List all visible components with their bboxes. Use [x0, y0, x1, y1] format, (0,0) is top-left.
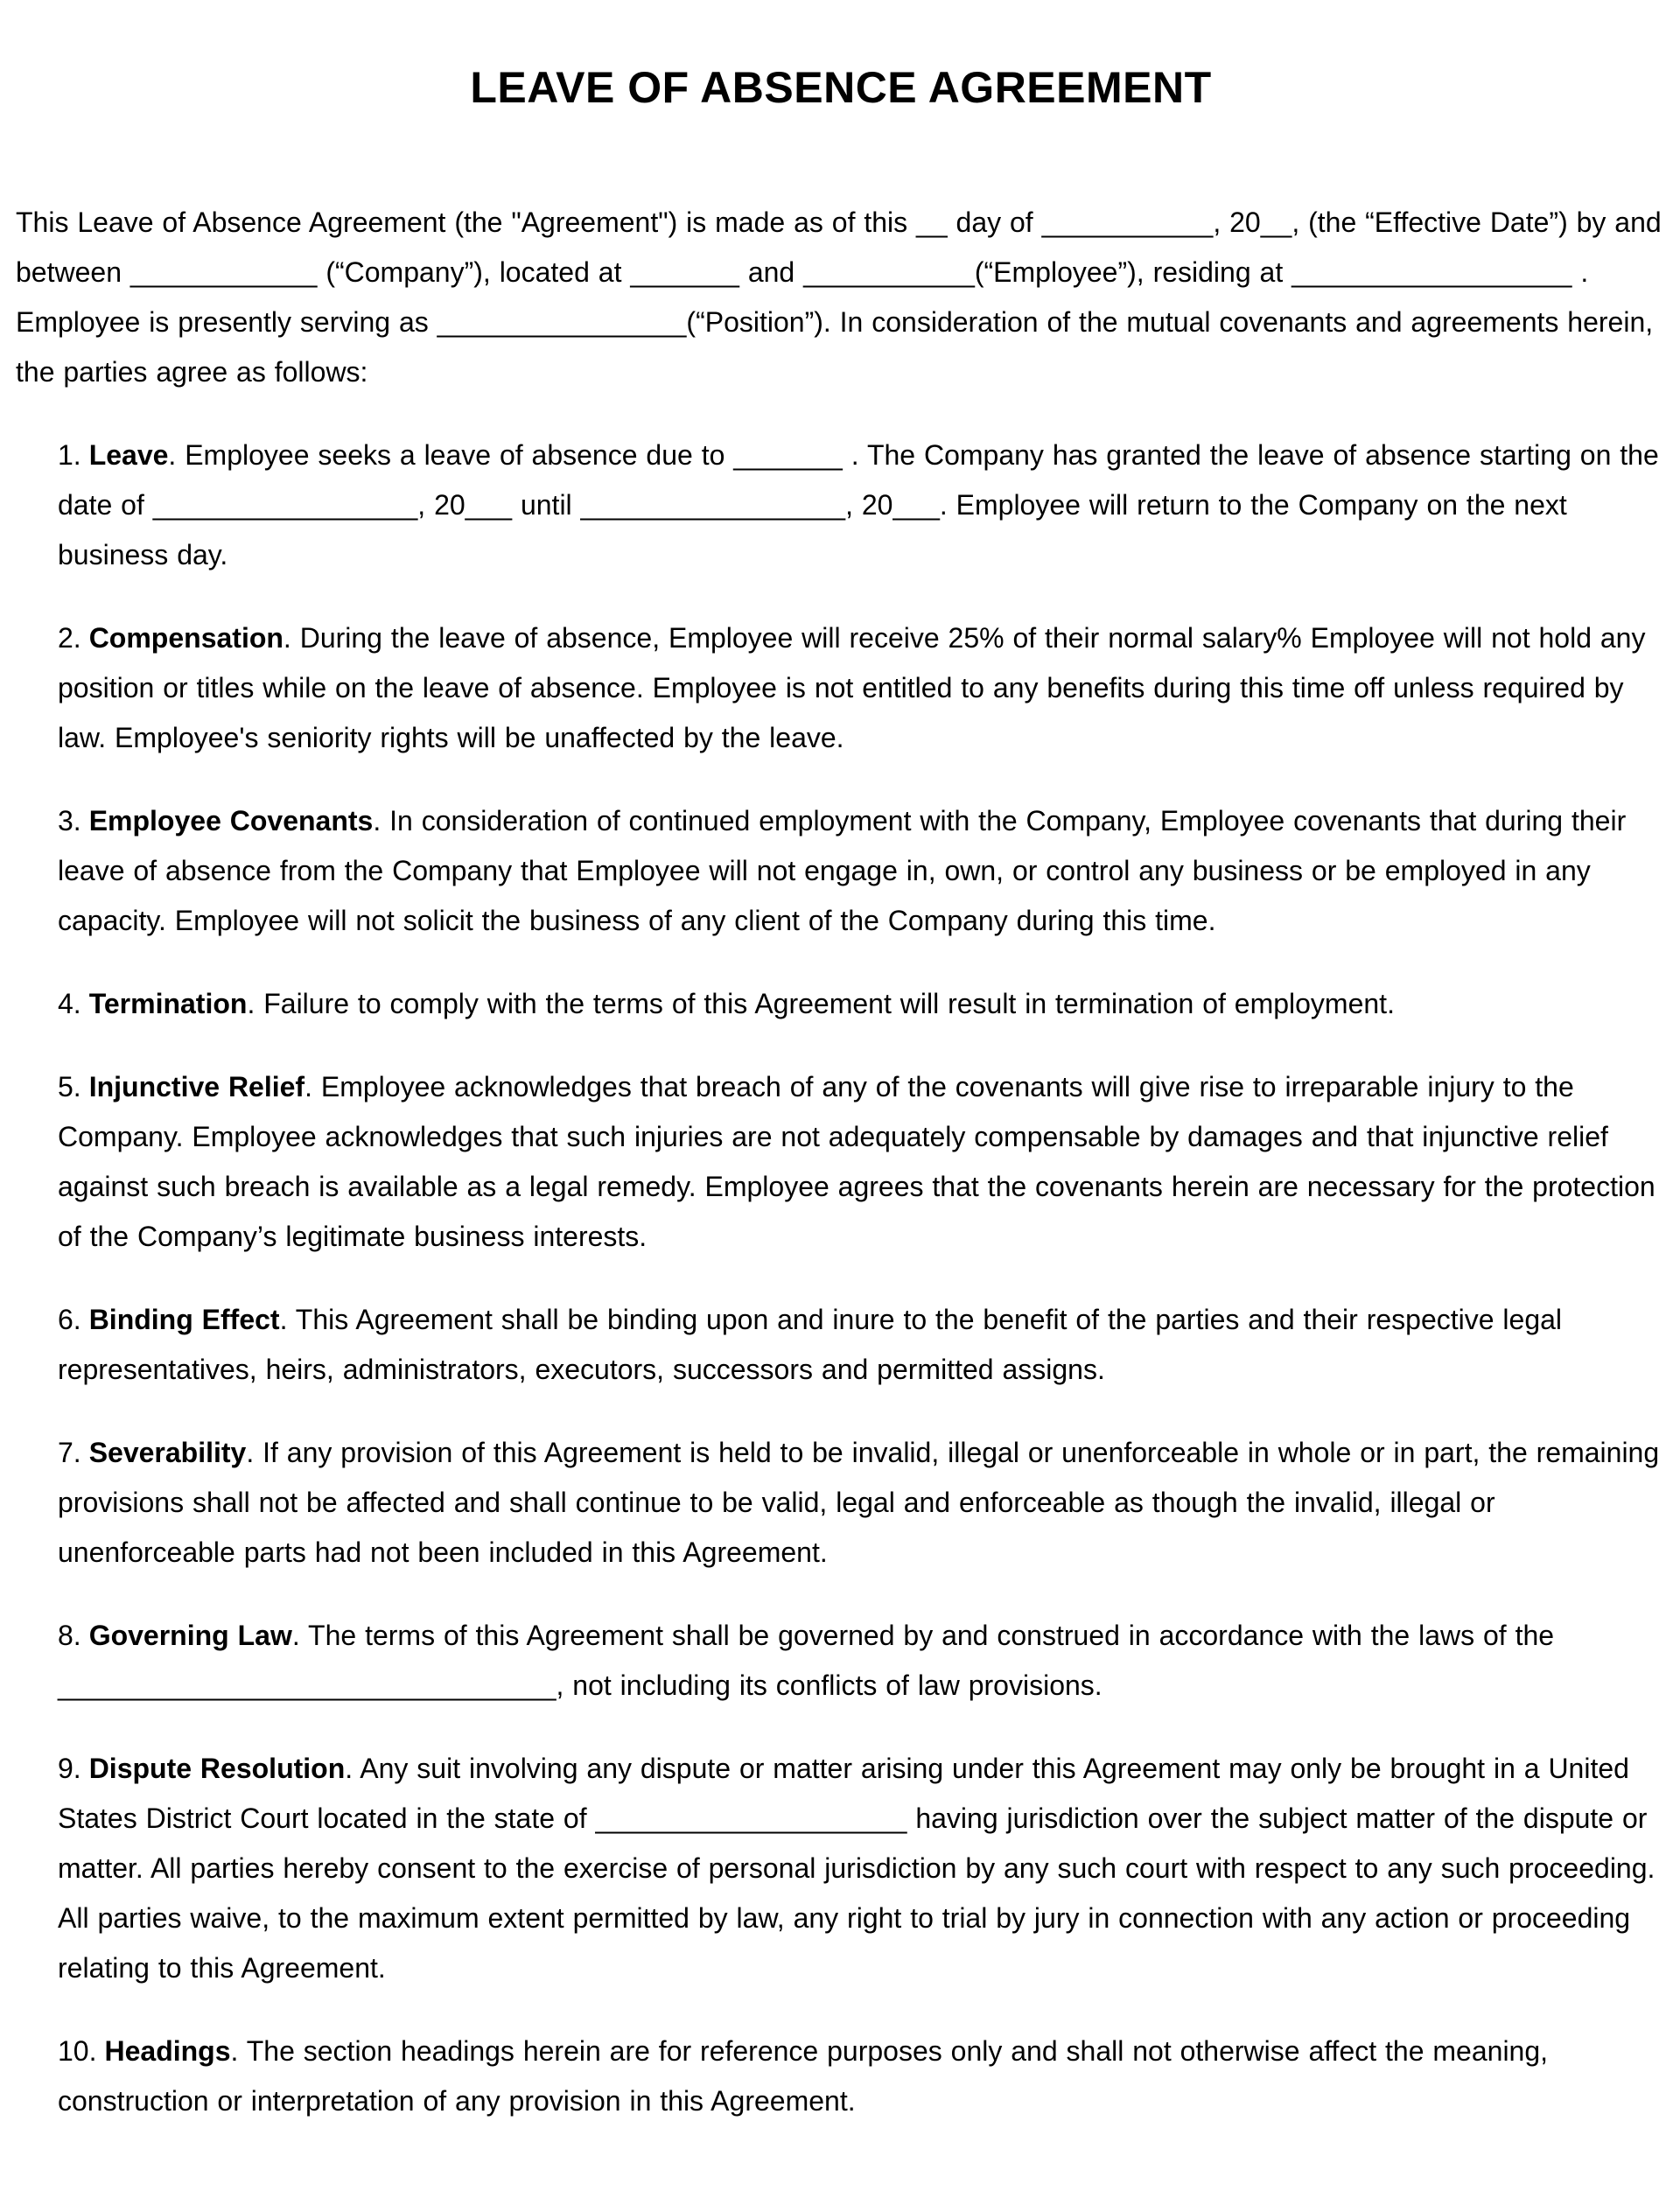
section-number: 8.: [58, 1620, 81, 1651]
section-number: 9.: [58, 1753, 81, 1784]
section-paragraph: [16, 1744, 1666, 1993]
section-number: 6.: [58, 1304, 81, 1335]
section-number: 5.: [58, 1071, 81, 1102]
section-body-text: . The terms of this Agreement shall be governed by and construed in accordance with the laws of the ________________________________, not including its conflicts of law provisions.: [58, 1620, 1555, 1701]
section-paragraph: [16, 430, 1666, 580]
section-paragraph: [16, 796, 1666, 946]
section-number: 2.: [58, 622, 81, 654]
section-heading: Headings: [104, 2035, 231, 2067]
section-heading: Binding Effect: [88, 1304, 280, 1335]
section-number: 3.: [58, 805, 81, 836]
section-body-text: . This Agreement shall be binding upon and inure to the benefit of the parties and their respective legal representatives, heirs, administrators, executors, successors and permitted assigns.: [58, 1304, 1563, 1385]
section-paragraph: [16, 979, 1666, 1029]
section-paragraph: [16, 2026, 1666, 2126]
section-body-text: . In consideration of continued employment with the Company, Employee covenants that during their leave of absence from the Company that Employee will not engage in, own, or control any business or be employed in any capacity. Employee will not solicit the business of any client of the Company during this time.: [58, 805, 1627, 936]
sections-container: [16, 430, 1666, 2126]
section-number: 10.: [58, 2035, 97, 2067]
section-heading: Termination: [88, 988, 248, 1019]
intro-paragraph: This Leave of Absence Agreement (the "Agreement") is made as of this __ day of ___________, 20__, (the “Effective Date”) by and between ____________ (“Company”), located at _______ and ___________(“Employee”), residing at __________________ . Employee is presently serving as ________________(“Position”). In consideration of the mutual covenants and agreements herein, the parties agree as follows:: [16, 206, 1662, 388]
section-heading: Employee Covenants: [88, 805, 374, 836]
section-heading: Injunctive Relief: [88, 1071, 305, 1102]
section-body-text: . The section headings herein are for reference purposes only and shall not otherwise affect the meaning, construction or interpretation of any provision in this Agreement.: [58, 2035, 1549, 2117]
section-heading: Governing Law: [88, 1620, 292, 1651]
section-heading: Leave: [88, 439, 169, 471]
section-number: 4.: [58, 988, 81, 1019]
section-number: 7.: [58, 1437, 81, 1468]
section-body-text: . If any provision of this Agreement is held to be invalid, illegal or unenforceable in whole or in part, the remaining provisions shall not be affected and shall continue to be valid, legal and enforceable as though the invalid, illegal or unenforceable parts had not been included in this Agreement.: [58, 1437, 1660, 1568]
section-paragraph: [16, 1062, 1666, 1262]
section-body-text: . Employee seeks a leave of absence due to _______ . The Company has granted the leave of absence starting on the date of _________________, 20___ until _________________, 20___. Employee will return to the Company on the next business day.: [58, 439, 1659, 570]
section-heading: Severability: [88, 1437, 247, 1468]
section-number: 1.: [58, 439, 81, 471]
section-body-text: . During the leave of absence, Employee will receive 25% of their normal salary% Employee will not hold any position or titles while on the leave of absence. Employee is not entitled to any benefits during this time off unless required by law. Employee's seniority rights will be unaffected by the leave.: [58, 622, 1646, 753]
section-heading: Compensation: [88, 622, 284, 654]
section-paragraph: [16, 1428, 1666, 1578]
section-body-text: . Employee acknowledges that breach of any of the covenants will give rise to irreparable injury to the Company. Employee acknowledges that such injuries are not adequately compensable by damages and that injunctive relief against such breach is available as a legal remedy. Employee agrees that the covenants herein are necessary for the protection of the Company’s legitimate business interests.: [58, 1071, 1656, 1252]
section-paragraph: [16, 1295, 1666, 1395]
section-body-text: . Failure to comply with the terms of this Agreement will result in termination of employment.: [247, 988, 1395, 1019]
section-paragraph: [16, 613, 1666, 763]
document-title: LEAVE OF ABSENCE AGREEMENT: [470, 63, 1212, 112]
section-paragraph: [16, 1611, 1666, 1711]
section-heading: Dispute Resolution: [88, 1753, 346, 1784]
section-body-text: . Any suit involving any dispute or matter arising under this Agreement may only be brought in a United States District Court located in the state of ____________________ having jurisdiction over the subject matter of the dispute or matter. All parties hereby consent to the exercise of personal jurisdiction by any such court with respect to any such proceeding. All parties waive, to the maximum extent permitted by law, any right to trial by jury in connection with any action or proceeding relating to this Agreement.: [58, 1753, 1656, 1984]
